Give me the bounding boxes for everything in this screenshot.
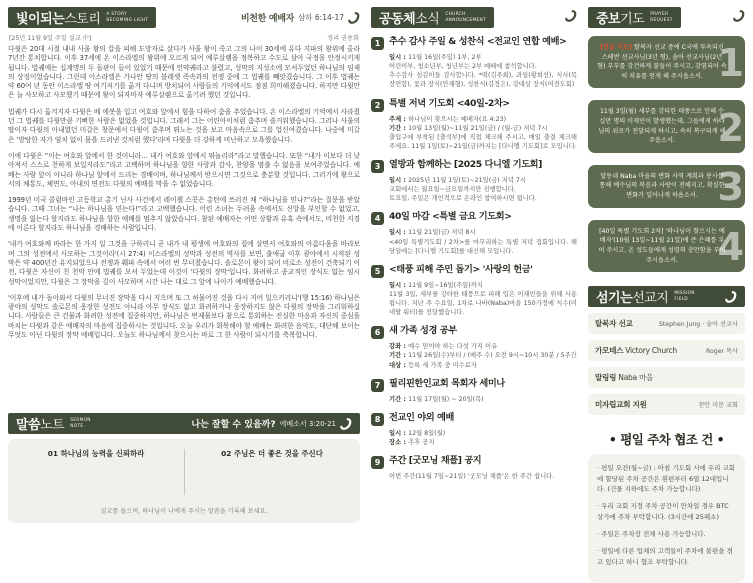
- mission-subtitle: [674, 291, 694, 302]
- mission-person: Stephen Jung · 솔아 선교사: [658, 321, 738, 329]
- announcement-line-label: 일시 :: [389, 54, 409, 61]
- announcement-number-badge: 6: [371, 326, 384, 339]
- prayer-box-number: 2: [717, 105, 744, 150]
- mission-row: [588, 394, 745, 415]
- sermon-paragraph: '내가 여호와께 바라는 한 가지 일 그것을 구하리니 곧 내가 내 평생에 여호와의 집에 살면서 여호와의 아름다움을 바라보며 그의 성전에서 사모하는 그것이라'(시 27:4) 이스라엘의 성막과 성전의 역사를 보면, 출애굽 이후 광야에서 시작된 성막은 약 400년간 유지되었으나 전쟁과 훼파 속에서 여러 번 무너졌습니다. 솔로몬이 왕이 되어 비로소 성전이 건축되기 이전, 다윗은 자신이 친 천막 안에 법궤를 모셔 두었는데 이것이 '다윗의 장막'입니다. 화려하고 종교적인 장식도 없는 임시 성막이었지만, 다윗은 그 장막을 깊이 사모하며 시간 나는 대로 그 앞에 나아가 예배했습니다.: [8, 240, 360, 286]
- announcement-line: 이번 주간(11월 7일~21일) '굿모닝 채플'은 한 주간 쉽니다.: [389, 473, 555, 480]
- prayer-box: [588, 165, 745, 208]
- announcement-item: [371, 412, 577, 447]
- announcement-title: 추수 감사 주일 & 성찬식 <전교인 연합 예배>: [389, 36, 567, 47]
- sermon-paragraphs: [8, 45, 360, 409]
- announcement-body: [389, 281, 577, 318]
- prayer-title-bold: 중보: [596, 12, 621, 27]
- prayer-text: 달동네 Naba 마을의 변화 사역 계획과 봉사를 통해 예수님의 복음과 사랑이 전해지고, 확실한 변화가 일어나게 하옵소서.: [599, 172, 725, 200]
- announcement-line: <40일 특별기도회 / 2차>를 마무리하는 특별 저녁 집회입니다. 해당일에는 [다니엘 기도회]를 대신해 모입니다.: [389, 238, 577, 255]
- announcement-item: [371, 378, 577, 404]
- announcement-header: [371, 7, 577, 28]
- parking-note: · 평일 오전(월~금) : 아침 기도회 시에 우리 교회에 할당된 주차 공간은 왼편부터 6열 12대입니다. (건물 지하에도 주차 가능합니다): [597, 463, 736, 494]
- sermon-verse: [241, 11, 360, 24]
- announcement-item-header: [371, 455, 577, 469]
- announcement-title-light: 소식: [415, 12, 440, 27]
- announcement-line: 토요일, 주일은 개인적으로 온라인 참여하시면 됩니다.: [389, 195, 537, 203]
- sermon-note-hint: 설교를 들으며, 하나님이 나에게 주시는 말씀을 기록해 보세요.: [100, 508, 268, 515]
- prayer-title-bar: [588, 7, 681, 28]
- mission-row: [588, 340, 745, 361]
- handset-icon: [340, 418, 352, 430]
- prayer-subtitle: [650, 12, 672, 23]
- sermon-meta: [9, 33, 359, 42]
- sermon-note-subtitle: [70, 418, 91, 429]
- mission-title-bar: [588, 286, 745, 307]
- announcement-item: [371, 211, 577, 255]
- announcement-title: 필리핀한인교회 목회자 세미나: [389, 377, 505, 389]
- announcement-line-label: 일시 :: [389, 281, 409, 289]
- mission-subtitle-line1: MISSION: [674, 291, 695, 297]
- announcement-title-bold: 공동체: [379, 12, 416, 27]
- announcement-number-badge: 3: [371, 160, 384, 173]
- sermon-point-2: 02 주님은 더 좋은 것을 주신다: [221, 449, 323, 458]
- handset-icon: [565, 10, 577, 22]
- sermon-verse-title: 비천한 예배자: [240, 14, 295, 24]
- announcement-line: 11월 3일, 세부를 강타한 태풍으로 피해 입은 이재민들을 위해 사용됩니다. 지난 주 수요일, 1차로 나바(Naba)마을 150가정에 식수(미네랄 워터)를 전달했습니다.: [389, 290, 577, 317]
- announcement-line-label: 기간 :: [389, 352, 409, 360]
- announcement-item: [371, 325, 577, 369]
- sermon-paragraph: '이후에 내가 돌아와서 다윗의 무너진 장막을 다시 지으며 또 그 허물어진 것을 다시 지어 일으키리니'(행 15:16) 하나님은 광야의 성막도 솔로몬의 웅장한 성전도 아니라 아무 장식도 없고 화려하거나 웅장하지도 않은 다윗의 장막을 그리워하십니다. 사람들은 큰 건물과 화려한 성전에 집중하지만, 하나님은 번제물보다 참으로 통회하는 진실한 마음과 자신의 중심을 바치는 다윗과 같은 예배자의 마음에 집중하시는 것입니다. 오늘 우리가 회복해야 할 예배는 화려한 음악도, 대단해 보이는 무엇도 아닌 다윗의 장막 예배입니다. 오늘도 하나님께서 찾으시는 바로 그 한 사람이 되시기를 축복합니다.: [8, 293, 360, 340]
- mission-row-list: [588, 313, 745, 415]
- announcement-line-label: 기간 :: [389, 124, 409, 132]
- mission-name-bold: 가모테스: [595, 346, 624, 356]
- mission-name: 가모테스 Victory Church: [595, 346, 677, 356]
- announcement-line: 기간 : 11월 17일(월) ~ 20일(목): [389, 395, 484, 403]
- announcement-number-badge: 5: [371, 265, 384, 278]
- announcement-line-label: 일시 :: [389, 177, 409, 184]
- story-subtitle-line1: A STORY: [106, 12, 127, 18]
- mission-subtitle-line2: FIELD: [674, 296, 689, 302]
- mission-name: [595, 318, 633, 329]
- announcement-subtitle-line2: ANNOUNCEMENT: [445, 17, 486, 23]
- announcement-title: 새 가족 성경 공부: [389, 325, 457, 337]
- story-subtitle-line2: BECOMING LIGHT: [106, 17, 149, 23]
- announcement-item-header: [371, 412, 577, 426]
- sermon-note-subtitle-line2: NOTE: [70, 423, 84, 429]
- announcement-title: <태풍 피해 주민 돕기> '사랑의 헌금': [389, 263, 533, 275]
- announcement-line: 주제 : 하나님이 찾으시는 예배자(요 4:23): [389, 115, 507, 123]
- mission-name: 말링링 Naba 마을: [595, 373, 654, 383]
- prayer-header: [588, 7, 745, 28]
- announcement-body: [389, 342, 577, 369]
- sermon-question-group: [191, 417, 352, 430]
- announcement-item: [371, 36, 577, 90]
- announcement-line-label: 기간 :: [389, 395, 409, 403]
- story-title-light: 스토리: [64, 12, 101, 27]
- announcement-body: [389, 429, 577, 447]
- mission-title-light: 선교지: [632, 291, 669, 307]
- announcement-body: [389, 228, 577, 255]
- parking-note: · 우리 교회 지정 주차 공간이 만차일 경우 BTC 상가에 주차 부탁합니다. (3시간에 25페소): [597, 501, 736, 522]
- parking-box: [588, 454, 745, 583]
- sermon-note-title-light: 노트: [40, 418, 65, 433]
- announcement-body: [389, 395, 577, 404]
- mission-name-bold: 미자립교회 지원: [595, 400, 647, 410]
- prayer-text: 11월 3일(월) 세부를 강타한 태풍으로 인해 수십만 명의 이재민이 발생했는데, 그들에게 하나님의 위로가 전달되게 하시고, 속히 복구되게 해 주옵소서.: [598, 108, 726, 145]
- announcement-line: 일시 : 11월 21일(금) 저녁 8시: [389, 229, 476, 237]
- prayer-subtitle-line1: PRAYER: [650, 12, 669, 18]
- prayer-subtitle-line2: REQUEST: [650, 17, 673, 23]
- announcement-line-label: 일시 :: [389, 429, 409, 437]
- announcement-item: [371, 98, 577, 152]
- announcement-item: [371, 455, 577, 481]
- announcement-line-label: 대상 :: [389, 361, 409, 369]
- announcement-item: [371, 264, 577, 318]
- announcement-line: 일시 : 12월 8일(월): [389, 429, 446, 437]
- sermon-verse-ref: 삼하 6:14-17: [298, 13, 344, 22]
- announcement-line: 어린이부, 청소년부, 청년부는 2부 예배에 참석합니다.: [389, 63, 537, 71]
- announcement-line: 기간 : 10월 13일(월)~11월 21일(금) / (월-금) 저녁 7시: [389, 124, 548, 132]
- mission-name: [595, 399, 647, 410]
- urgent-prayer-label: [긴급 기도]: [600, 44, 634, 51]
- prayer-text: [긴급 기도] 탈북자 선교 중에 C국에 투옥되신 스테반 선교사님(3년 형), 솔아 선교사님(2년 형) 부부를 강건하게 붙들어 주시고, 감염되어 속히 치유를 얻게 해 주시옵소서.: [597, 44, 727, 80]
- sermon-point-1: 01 하나님의 능력을 신뢰하라: [47, 449, 145, 458]
- prayer-title-light: 기도: [620, 12, 645, 27]
- sermon-date: [25년 11월 9일 주일 설교 中]: [9, 35, 92, 42]
- announcement-line: 추수감사 섬김이들 감사합니다. *떡(김주희), 과일(황희선), 식사(목장연합), 꽃과 장식(안재형), 성찬식(김정은), 강대상 장식(여전도회): [389, 72, 577, 89]
- sermon-paragraph: 이에 다윗은 “이는 여호와 앞에서 한 것이니라… 내가 여호와 앞에서 뛰놀리라”라고 말했습니다. 또한 “내가 이보다 더 낮아져서 스스로 천하게 보일지라도”라고 고백하며 하나님을 향한 사랑과 감사, 찬양을 멈출 수 없음을 보여주었습니다. 예배는 사람 앞이 아니라 하나님 앞에서 드리는 경배이며, 하나님께서 받으시면 그것으로 충분할 것입니다. 그러기에 왕으로서의 체통도, 체면도, 아내의 면전도 다윗의 예배를 막을 수 없었습니다.: [8, 151, 360, 188]
- announcement-line: 강좌 : 예수 믿어야 하는 다섯 가지 이유: [389, 343, 498, 351]
- announcement-item-header: [371, 325, 577, 339]
- mission-title-bold: 섬기는: [596, 291, 633, 307]
- announcement-number-badge: 8: [371, 413, 384, 426]
- announcement-title: 40일 마감 <특별 금요 기도회>: [389, 211, 512, 223]
- announcement-title-bar: [371, 7, 494, 28]
- sermon-note-subtitle-line1: SERMON: [70, 418, 91, 424]
- announcement-title: 특별 저녁 기도회 <40일-2차>: [389, 97, 510, 109]
- announcement-line-label: 주제 :: [389, 115, 409, 123]
- prayer-box-list: [588, 36, 745, 272]
- announcement-list: [371, 36, 577, 481]
- announcement-item: [371, 159, 577, 203]
- announcement-title: 주간 [굿모닝 채플] 공지: [389, 455, 482, 466]
- announcement-item-header: [371, 378, 577, 392]
- announcement-column: [371, 7, 577, 523]
- announcement-line: 일시 : 2025년 11월 1일(토)~21일(금) 저녁 7시: [389, 177, 526, 184]
- sermon-paragraph: 법궤가 다시 옮겨지자 다윗은 베 에봇을 입고 여호와 앞에서 힘을 다하여 춤을 추었습니다. 온 이스라엘의 기억에서 사라졌던 그 법궤를 다윗만큼 기뻐한 사람은 없었을 것입니다. 그래서 그는 어린아이처럼 춤추며 즐거워했습니다. 그러나 사울의 딸이자 다윗의 아내였던 미갈은 창문에서 다윗이 춤추며 뛰노는 것을 보고 마음속으로 그를 업신여겼습니다. 나중에 미갈은 '방탕한 자가 염치 없이 몸을 드러낸 것처럼 했다'라며 다윗을 더 강하게 비난하고 모욕했습니다.: [8, 107, 360, 144]
- prayer-box-number: 4: [717, 224, 744, 269]
- sermon-question: 나는 잘할 수 있을까?: [191, 420, 276, 430]
- prayer-box-number: 1: [717, 40, 744, 85]
- announcement-number-badge: 7: [371, 379, 384, 392]
- sermon-note-box: [8, 439, 360, 523]
- announcement-item-header: [371, 264, 577, 278]
- sermon-editor: 정리 권용회: [327, 35, 359, 42]
- announcement-line-label: 일시 :: [389, 229, 409, 237]
- announcement-line: 장소 : 추후 공지: [389, 438, 435, 446]
- prayer-text: [40일 특별 기도회 2차] '하나님이 찾으시는 예배자'(10월 13일~11월 21일)에 큰 은혜를 부어 주시고, 온 성도들에게 성령의 충만함을 부어 주시옵소서.: [598, 227, 726, 264]
- sermon-paragraph: 다윗은 20대 시절 내내 사울 왕의 칼을 피해 도망자로 살다가 사울 왕이 죽고 그의 나이 30세에 유다 지파의 왕위에 올라 7년간 통치합니다. 이후 37세에 온 이스라엘의 왕위에 오르게 되어 예루살렘을 정복하고 수도로 삼아 국정을 안정시키게 됩니다. 법궤에는 십계명의 두 돌판이 들어 있었기 때문에 언약궤라고 불렸고, 성막의 지성소에 모셔두었던 하나님의 임재의 상징이었습니다. 그런데 이스라엘은 가나안 땅의 블레셋 족속과의 전쟁 중에 그 법궤를 빼앗겼습니다. 그 이후 법궤는 약 60여 년 동안 이스라엘 땅 여기저기를 옮겨 다니며 방치되어 사람들의 기억에서도 점점 희미해졌습니다. 하지만 다윗만은 늘 사모하고 사모했기 때문에 왕이 되자마자 예루살렘으로 옮기려 했던 것입니다.: [8, 45, 360, 100]
- announcement-item-header: [371, 36, 577, 50]
- announcement-line-label: 강좌 :: [389, 343, 409, 351]
- mission-row: [588, 313, 745, 334]
- announcement-item-header: [371, 211, 577, 225]
- announcement-subtitle: [445, 12, 486, 23]
- announcement-number-badge: 1: [371, 37, 384, 50]
- announcement-line: 일시 : 11월 16일(주일) 1부, 2부: [389, 54, 482, 61]
- prayer-box: [588, 100, 745, 152]
- announcement-line: 기간 : 11월 26일(수)부터 / (매주 수) 오전 9시~10시 30분 / 5주간: [389, 352, 577, 360]
- story-title-bar: [8, 7, 156, 28]
- story-header: [8, 7, 360, 28]
- announcement-body: [389, 53, 577, 90]
- mission-person: Roger 목사: [705, 348, 738, 356]
- handset-icon: [733, 10, 745, 22]
- mission-name-bold: 탈북자 선교: [595, 319, 633, 329]
- announcement-title: 열방과 함께하는 [2025 다니엘 기도회]: [389, 159, 542, 170]
- prayer-column: [588, 7, 745, 566]
- announcement-body: [389, 472, 577, 481]
- mission-row: [588, 367, 745, 388]
- announcement-line: 교회에서는 월요일~금요일까지만 진행합니다.: [389, 186, 516, 194]
- announcement-line: 일시 : 11월 9일~16일(주일)까지: [389, 281, 483, 289]
- announcement-title: 전교인 야외 예배: [389, 411, 454, 423]
- announcement-item-header: [371, 159, 577, 173]
- announcement-number-badge: 2: [371, 99, 384, 112]
- parking-note: · 평일에 다른 업체의 고객들이 주차에 불편을 겪고 있다고 하니 협조 부탁합니다.: [597, 546, 736, 567]
- handset-icon: [725, 291, 737, 303]
- story-column: [8, 7, 360, 523]
- sermon-paragraph: 1999년 미국 콜럼바인 고등학교 총기 난사 사건에서 레이첼 스콧은 총탄에 쓰러진 채 “하나님을 믿나?”라는 질문을 받았습니다. 그때 그녀는 “나는 하나님을 믿는다!”라고 고백했습니다. 어린 소녀는 두려움 속에서도 신앙을 부인할 수 없었고, 생명을 잃는다 할지라도 하나님을 향한 예배를 멈추지 않았습니다. 참된 예배자는 어떤 상황과 유혹 속에서도, 비천한 지경에 이른다 할지라도 하나님을 경배하는 사람입니다.: [8, 196, 360, 233]
- announcement-line-label: 장소 :: [389, 438, 409, 446]
- parking-note: · 주일은 주차장 전체 사용 가능합니다.: [597, 529, 736, 539]
- announcement-subtitle-line1: CHURCH: [445, 12, 466, 18]
- mission-person: 천안 미문 교회: [698, 402, 738, 410]
- story-subtitle: [106, 12, 148, 23]
- prayer-box: [588, 220, 745, 272]
- parking-title: • 평일 주차 협조 건 •: [608, 432, 725, 448]
- announcement-line: 대상 : 등록 새 가족 중 미수료자: [389, 361, 477, 369]
- sermon-note-bar: [8, 413, 360, 434]
- prayer-box: [588, 36, 745, 88]
- announcement-line: 출입구에 부착된 [출석부]에 직접 체크해 주시고, 매일 출결 체크해 주세요. 11월 1일(토)~21일(금)까지는 [다니엘 기도회]로 모입니다.: [389, 133, 577, 150]
- announcement-number-badge: 9: [371, 456, 384, 469]
- sermon-note-title-bold: 말씀: [16, 418, 41, 433]
- announcement-item-header: [371, 98, 577, 112]
- story-title-bold: 빛이되는: [16, 12, 65, 27]
- handset-icon: [348, 12, 360, 24]
- sermon-question-ref: 에베소서 3:20-21: [279, 419, 336, 428]
- announcement-number-badge: 4: [371, 212, 384, 225]
- mission-name-bold: 말링링: [595, 373, 617, 383]
- announcement-body: [389, 115, 577, 152]
- announcement-body: [389, 176, 577, 203]
- prayer-box-number: 3: [717, 165, 744, 210]
